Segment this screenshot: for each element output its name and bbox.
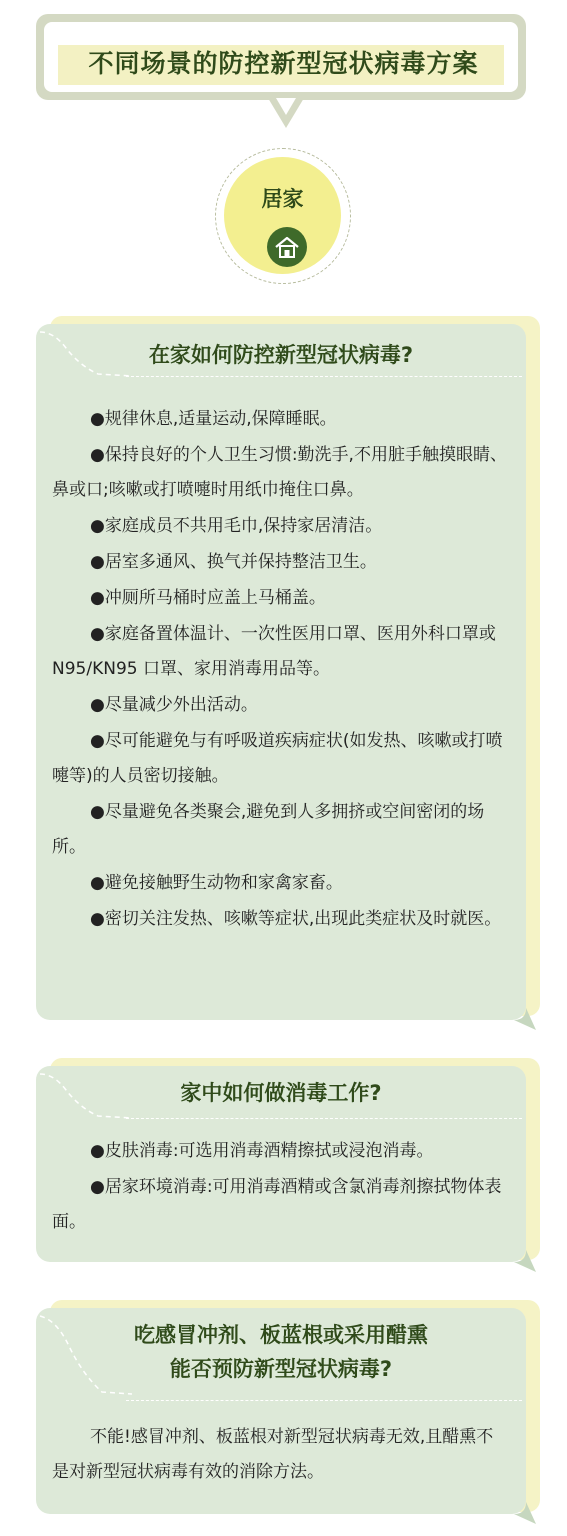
speech-tail-icon (268, 98, 304, 128)
list-item: ●尽量避免各类聚会,避免到人多拥挤或空间密闭的场所。 (52, 802, 485, 857)
card-remedies (36, 1308, 526, 1514)
page-title: 不同场景的防控新型冠状病毒方案 (88, 49, 479, 78)
list-item: ●冲厕所马桶时应盖上马桶盖。 (90, 588, 326, 608)
card-disinfection (36, 1066, 526, 1262)
tips-list (52, 402, 508, 938)
scene-label: 居家 (261, 187, 304, 211)
page-curl-icon (514, 1250, 536, 1272)
card-heading: 在家如何防控新型冠状病毒? (148, 343, 414, 367)
list-item: ●居家环境消毒:可用消毒酒精或含氯消毒剂擦拭物体表面。 (52, 1177, 502, 1232)
list-item: ●皮肤消毒:可选用消毒酒精擦拭或浸泡消毒。 (90, 1141, 434, 1161)
house-icon (267, 227, 307, 267)
answer-block (52, 1420, 508, 1491)
list-item: ●密切关注发热、咳嗽等症状,出现此类症状及时就医。 (90, 909, 502, 929)
list-item: ●家庭成员不共用毛巾,保持家居清洁。 (90, 516, 383, 536)
dashed-divider (126, 1400, 522, 1401)
card-heading: 家中如何做消毒工作? (180, 1081, 382, 1105)
page-curl-icon (514, 1502, 536, 1524)
card-heading-line2: 能否预防新型冠状病毒? (169, 1357, 393, 1381)
page-curl-icon (514, 1008, 536, 1030)
list-item: ●规律休息,适量运动,保障睡眠。 (90, 409, 337, 429)
answer-text: 不能!感冒冲剂、板蓝根对新型冠状病毒无效,且醋熏不是对新型冠状病毒有效的消除方法。 (52, 1427, 494, 1482)
list-item: ●尽量减少外出活动。 (90, 695, 258, 715)
dashed-divider (126, 376, 522, 377)
tips-list (52, 1134, 508, 1241)
list-item: ●保持良好的个人卫生习惯:勤洗手,不用脏手触摸眼睛、鼻或口;咳嗽或打喷嚏时用纸巾掩住口鼻。 (52, 445, 507, 500)
card-home-prevention (36, 324, 526, 1020)
list-item: ●尽可能避免与有呼吸道疾病症状(如发热、咳嗽或打喷嚏等)的人员密切接触。 (52, 731, 503, 786)
card-heading-line1: 吃感冒冲剂、板蓝根或采用醋熏 (134, 1323, 428, 1347)
list-item: ●居室多通风、换气并保持整洁卫生。 (90, 552, 377, 572)
list-item: ●家庭备置体温计、一次性医用口罩、医用外科口罩或 N95/KN95 口罩、家用消毒用品等。 (52, 624, 496, 679)
list-item: ●避免接触野生动物和家禽家畜。 (90, 873, 343, 893)
scene-badge-circle (224, 157, 341, 274)
dashed-divider (126, 1118, 522, 1119)
scene-badge (215, 148, 351, 284)
